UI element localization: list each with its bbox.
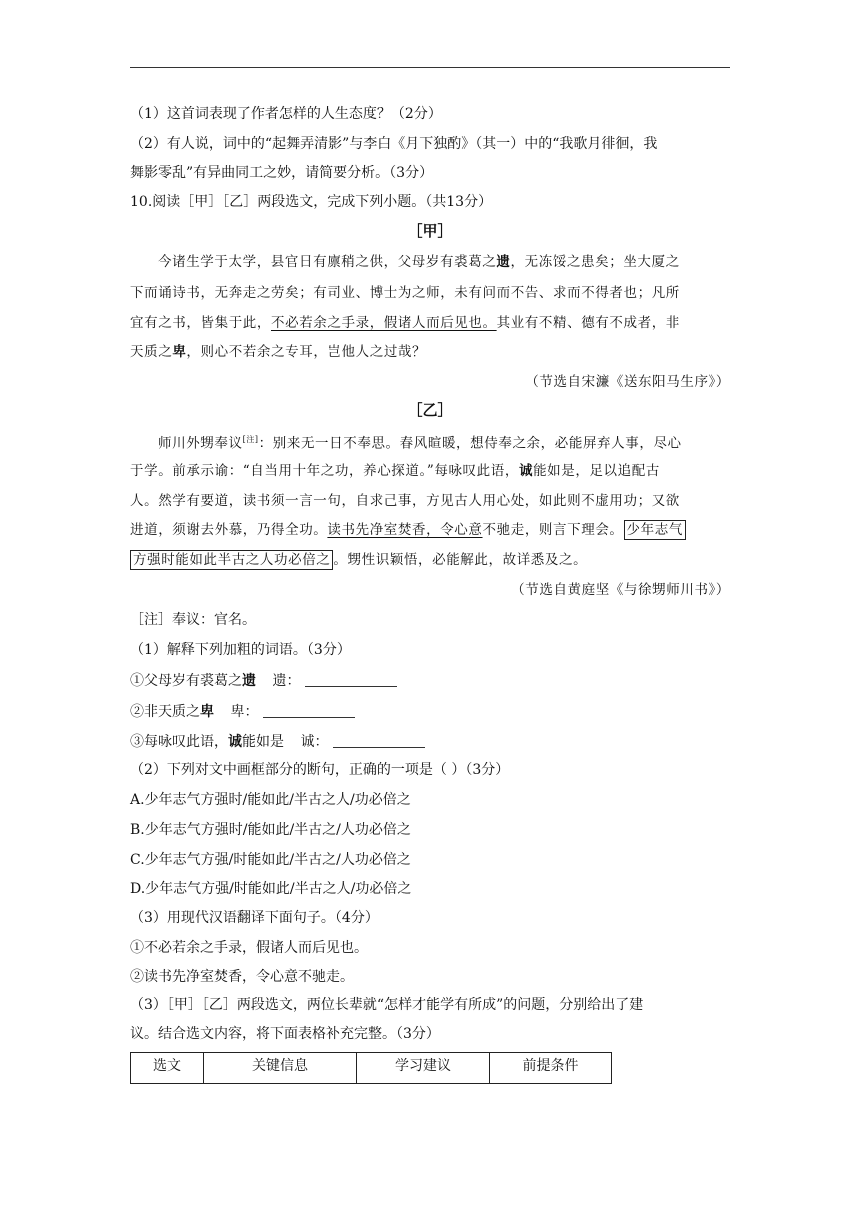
answer-blank[interactable] [333, 733, 425, 748]
passage-jia-line: 宜有之书，皆集于此，不必若余之手录，假诸人而后见也。其业有不精、德有不成者，非 [130, 315, 680, 331]
sub-question-4-prompt-line2: 议。结合选文内容，将下面表格补充完整。（3分） [130, 1026, 440, 1042]
table-header-cell: 学习建议 [357, 1053, 490, 1084]
option-d: D.少年志气方强/时能如此/半古之人/功必倍之 [130, 881, 412, 897]
boxed-sentence: 方强时能如此半古之人功必倍之 [130, 550, 333, 570]
vocab-item: ②非天质之卑 卑： [130, 702, 730, 722]
translate-sentence-2: ②读书先净室焚香，令心意不驰走。 [130, 969, 354, 985]
passage-jia-heading: ［甲］ [407, 222, 453, 240]
question-10-title: 10.阅读［甲］［乙］两段选文，完成下列小题。（共13分） [130, 194, 493, 210]
table-header-cell: 前提条件 [490, 1053, 612, 1084]
vocab-item: ③每咏叹此语，诚能如是 诚： [130, 732, 730, 752]
prev-question-1: （1）这首词表现了作者怎样的人生态度？（2分） [130, 106, 442, 122]
bold-word: 诚 [518, 463, 534, 479]
passage-yi-line: 进道，须谢去外慕，乃得全功。读书先净室焚香，令心意不驰走，则言下理会。 少年志气 [130, 520, 730, 540]
vocab-item: ①父母岁有裘葛之遗 遗： [130, 671, 730, 691]
option-c: C.少年志气方强/时能如此/半古之/人功必倍之 [130, 852, 411, 868]
footnote: ［注］奉议：官名。 [130, 612, 256, 628]
passage-yi-line: 于学。前承示谕：“自当用十年之功，养心探道。”每咏叹此语，诚能如是，足以追配古 [130, 463, 660, 479]
prev-question-2-line2: 舞影零乱”有异曲同工之妙，请简要分析。（3分） [130, 165, 434, 181]
boxed-sentence: 少年志气 [624, 520, 686, 540]
passage-yi-source: （节选自黄庭坚《与徐甥师川书》） [511, 582, 730, 598]
underlined-sentence: 读书先净室焚香，令心意 [327, 522, 483, 538]
sub-question-1-prompt: （1）解释下列加粗的词语。（3分） [130, 642, 351, 658]
passage-yi-heading: ［乙］ [407, 401, 453, 419]
answer-blank[interactable] [305, 672, 397, 687]
passage-yi-line: 师川外甥奉议[注]：别来无一日不奉思。春风暄暖，想侍奉之余，必能屏弃人事，尽心 [158, 435, 682, 452]
passage-jia-line: 天质之卑，则心不若余之专耳，岂他人之过哉？ [130, 344, 427, 360]
sub-question-2-prompt: （2）下列对文中画框部分的断句，正确的一项是（ ）（3分） [130, 762, 510, 778]
passage-yi-line: 方强时能如此半古之人功必倍之 。甥性识颖悟，必能解此，故详悉及之。 [130, 550, 730, 570]
bold-word: 卑 [172, 344, 187, 360]
translate-sentence-1: ①不必若余之手录，假诸人而后见也。 [130, 940, 368, 956]
underlined-sentence: 不必若余之手录，假诸人而后见也。 [271, 315, 497, 331]
option-a: A.少年志气方强时/能如此/半古之人/功必倍之 [130, 792, 411, 808]
passage-jia-source: （节选自宋濂《送东阳马生序》） [525, 374, 730, 390]
option-b: B.少年志气方强时/能如此/半古之/人功必倍之 [130, 822, 411, 838]
passage-jia-line: 下而诵诗书，无奔走之劳矣；有司业、博士为之师，未有问而不告、求而不得者也；凡所 [130, 285, 680, 301]
table-header-cell: 关键信息 [204, 1053, 357, 1084]
table-header-row [131, 1053, 612, 1084]
table-header-cell: 选文 [131, 1053, 204, 1084]
header-rule [130, 67, 730, 68]
answer-table [130, 1052, 612, 1084]
footnote-marker: [注] [242, 435, 259, 444]
passage-yi-line: 人。然学有要道，读书须一言一句，自求己事，方见古人用心处，如此则不虚用功；又欲 [130, 493, 680, 509]
answer-blank[interactable] [263, 703, 355, 718]
sub-question-3-prompt: （3）用现代汉语翻译下面句子。（4分） [130, 910, 379, 926]
passage-jia-line: 今诸生学于太学，县官日有廪稍之供，父母岁有裘葛之遗，无冻馁之患矣；坐大厦之 [158, 254, 680, 270]
sub-question-4-prompt-line1: （3）［甲］［乙］两段选文，两位长辈就“怎样才能学有所成”的问题，分别给出了建 [130, 997, 644, 1013]
prev-question-2-line1: （2）有人说，词中的“起舞弄清影”与李白《月下独酌》（其一）中的“我歌月徘徊，我 [130, 136, 658, 152]
bold-word: 遗 [496, 254, 511, 270]
